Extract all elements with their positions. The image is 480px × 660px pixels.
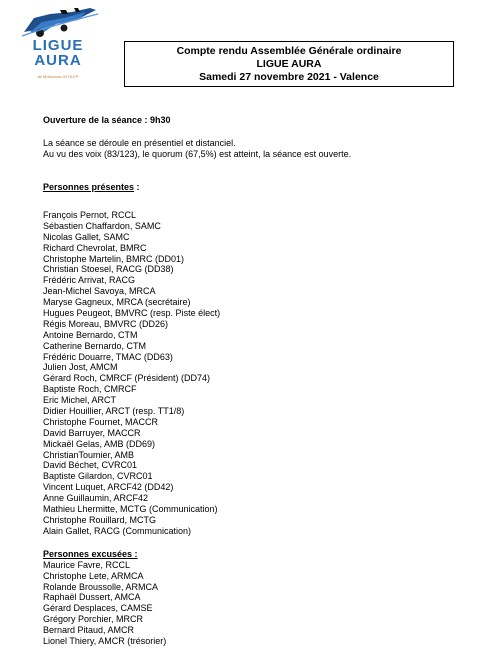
document-body bbox=[43, 115, 463, 647]
attendee-list-item: Baptiste Gilardon, CVRC01 bbox=[43, 471, 153, 482]
attendee-list-item: Catherine Bernardo, CTM bbox=[43, 340, 147, 351]
attendee-list-item: Raphaël Dussert, AMCA bbox=[43, 592, 141, 603]
attendee-list-item: Grégory Porchier, MRCR bbox=[43, 614, 144, 625]
attendee-list-item: Christian Stoesel, RACG (DD38) bbox=[43, 264, 174, 275]
excused-heading: Personnes excusées : bbox=[43, 548, 138, 559]
attendee-list-item: Vincent Luquet, ARCF42 (DD42) bbox=[43, 482, 174, 493]
attendee-list-item: David Béchet, CVRC01 bbox=[43, 460, 138, 471]
attendee-list-item: Sébastien Chaffardon, SAMC bbox=[43, 220, 161, 231]
meeting-date: Samedi 27 novembre 2021 - Valence bbox=[199, 71, 379, 83]
attendee-list-item: Jean-Michel Savoya, MRCA bbox=[43, 286, 156, 297]
ligue-aura-logo bbox=[12, 6, 108, 80]
attendee-list-item: Alain Gallet, RACG (Communication) bbox=[43, 525, 192, 536]
attendee-list-item: Baptiste Roch, CMRCF bbox=[43, 384, 137, 395]
logo-text-line1: LIGUE bbox=[32, 37, 84, 54]
attendee-list-item: Régis Moreau, BMVRC (DD26) bbox=[43, 318, 169, 329]
present-list bbox=[43, 210, 463, 537]
attendee-list-item: Lionel Thiery, AMCR (trésorier) bbox=[43, 635, 167, 646]
document-title: Compte rendu Assemblée Générale ordinaire bbox=[176, 45, 402, 57]
attendee-list-item: Rolande Broussolle, ARMCA bbox=[43, 581, 159, 592]
opening-time-heading: Ouverture de la séance : 9h30 bbox=[43, 115, 171, 125]
logo-text-line2: AURA bbox=[34, 52, 82, 69]
attendee-list-item: François Pernot, RCCL bbox=[43, 210, 137, 220]
attendee-list-item: Maurice Favre, RCCL bbox=[43, 559, 131, 570]
attendee-list-item: Christophe Lete, ARMCA bbox=[43, 570, 144, 581]
attendee-list-item: Mathieu Lhermitte, MCTG (Communication) bbox=[43, 504, 218, 515]
organization-name: LIGUE AURA bbox=[256, 58, 322, 70]
attendee-list-item: Eric Michel, ARCT bbox=[43, 395, 117, 406]
attendee-list-item: Christophe Martelin, BMRC (DD01) bbox=[43, 253, 185, 264]
present-heading bbox=[43, 182, 463, 193]
present-heading-suffix: : bbox=[134, 182, 140, 192]
attendee-list-item: Frédéric Arrivat, RACG bbox=[43, 275, 136, 286]
race-car-logo-icon bbox=[20, 6, 100, 40]
attendee-list-item: Frédéric Douarre, TMAC (DD63) bbox=[43, 351, 173, 362]
session-mode-text: La séance se déroule en présentiel et distanciel. bbox=[43, 138, 236, 148]
attendee-list-item: Nicolas Gallet, SAMC bbox=[43, 231, 130, 242]
present-heading-label: Personnes présentes bbox=[43, 182, 135, 192]
attendee-list-item: Gérard Desplaces, CAMSE bbox=[43, 603, 153, 614]
logo-tagline: de Motocross UFOLEP bbox=[37, 74, 79, 79]
attendee-list-item: Antoine Bernardo, CTM bbox=[43, 329, 138, 340]
attendee-list-item: Mickaël Gelas, AMB (DD69) bbox=[43, 438, 156, 449]
attendee-list-item: Didier Houillier, ARCT (resp. TT1/8) bbox=[43, 406, 185, 417]
attendee-list-item: Christophe Rouillard, MCTG bbox=[43, 514, 157, 525]
excused-list bbox=[43, 560, 463, 647]
attendee-list-item: Anne Guillaumin, ARCF42 bbox=[43, 493, 149, 504]
document-header-box bbox=[124, 41, 454, 87]
attendee-list-item: Hugues Peugeot, BMVRC (resp. Piste élect) bbox=[43, 308, 221, 319]
attendee-list-item: ChristianToumier, AMB bbox=[43, 449, 135, 460]
attendee-list-item: Bernard Pitaud, AMCR bbox=[43, 625, 135, 636]
attendee-list-item: Maryse Gagneux, MRCA (secrétaire) bbox=[43, 297, 191, 308]
attendee-list-item: Richard Chevrolat, BMRC bbox=[43, 242, 147, 253]
attendee-list-item: Julien Jost, AMCM bbox=[43, 362, 118, 373]
attendee-list-item: Christophe Fournet, MACCR bbox=[43, 416, 159, 427]
quorum-text: Au vu des voix (83/123), le quorum (67,5%) est atteint, la séance est ouverte. bbox=[43, 149, 352, 159]
attendee-list-item: David Barruyer, MACCR bbox=[43, 427, 141, 438]
attendee-list-item: Gérard Roch, CMRCF (Président) (DD74) bbox=[43, 373, 211, 384]
